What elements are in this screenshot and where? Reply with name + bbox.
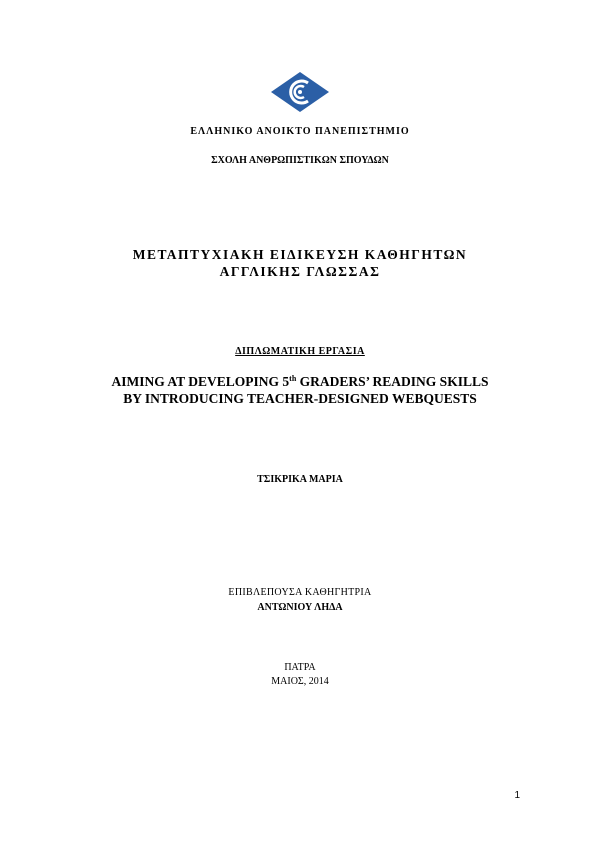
supervisor-name: ΑΝΤΩΝΙΟΥ ΛΗΔΑ — [257, 602, 343, 613]
supervisor-label: ΕΠΙΒΛΕΠΟΥΣΑ ΚΑΘΗΓΗΤΡΙΑ — [228, 587, 372, 598]
page-number: 1 — [514, 790, 520, 801]
program-title-line-1: ΜΕΤΑΠΤΥΧΙΑΚΗ ΕΙΔΙΚΕΥΣΗ ΚΑΘΗΓΗΤΩΝ — [132, 247, 468, 262]
thesis-title — [0, 373, 600, 407]
author-name: ΤΣΙΚΡΙΚΑ ΜΑΡΙΑ — [257, 474, 343, 485]
date: ΜΑΙΟΣ, 2014 — [271, 676, 329, 687]
school-name: ΣΧΟΛΗ ΑΝΘΡΩΠΙΣΤΙΚΩΝ ΣΠΟΥΔΩΝ — [211, 155, 389, 166]
program-title-line-2: ΑΓΓΛΙΚΗΣ ΓΛΩΣΣΑΣ — [219, 264, 381, 279]
thesis-title-line-2: BY INTRODUCING TEACHER-DESIGNED WEBQUESTS — [123, 391, 477, 406]
document-type: ΔΙΠΛΩΜΑΤΙΚΗ ΕΡΓΑΣΙΑ — [235, 346, 365, 357]
program-title — [0, 246, 600, 280]
university-logo-icon — [270, 71, 330, 113]
thesis-title-part-2: GRADERS’ READING SKILLS — [296, 374, 489, 389]
thesis-title-part-1: AIMING AT DEVELOPING 5 — [111, 374, 290, 389]
thesis-title-superscript: th — [289, 374, 297, 383]
thesis-title-line-1 — [0, 373, 600, 390]
location: ΠΑΤΡΑ — [284, 662, 316, 673]
university-name: ΕΛΛΗΝΙΚΟ ΑΝΟΙΚΤΟ ΠΑΝΕΠΙΣΤΗΜΙΟ — [190, 126, 410, 137]
